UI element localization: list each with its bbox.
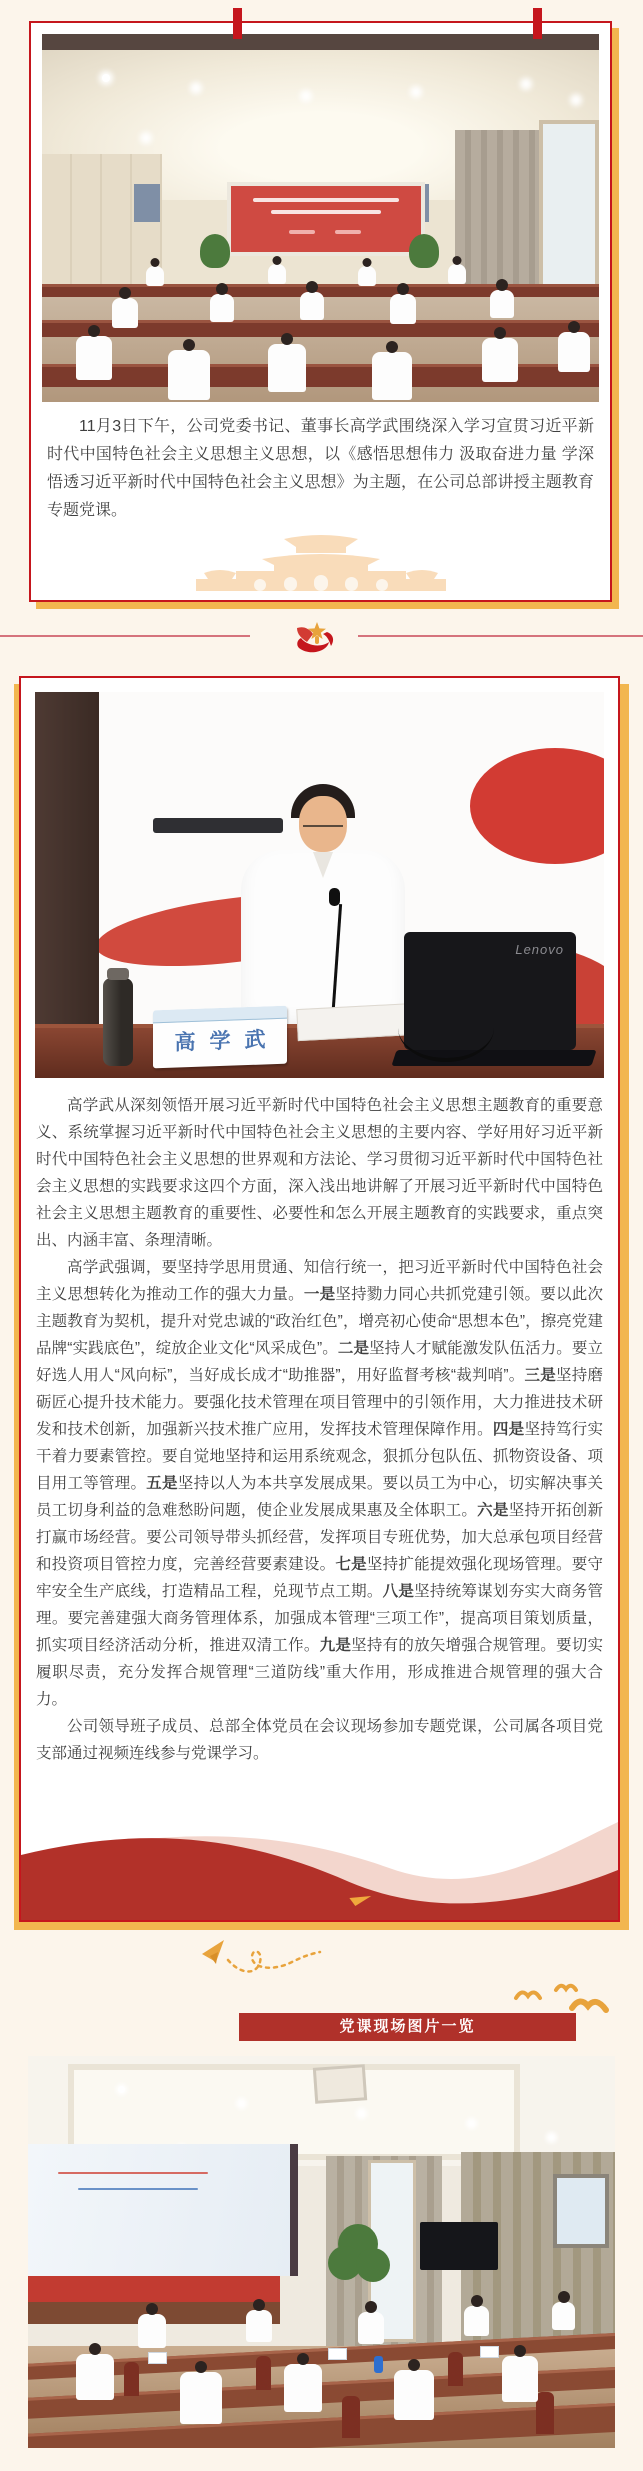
person-figure [210, 294, 234, 322]
person-figure [284, 2364, 322, 2412]
side-screen-left [134, 184, 160, 222]
screen-button-right [335, 230, 361, 234]
laptop-brand-label: Lenovo [515, 942, 564, 957]
intro-paragraph: 11月3日下午，公司党委书记、董事长高学武围绕深入学习宣贯习近平新时代中国特色社会主义思想主义思想，以《感悟思想伟力 汲取奋进力量 学深悟透习近平新时代中国特色社会主义思想》为主题，在公司总部讲授主题教育专题党课。 [47, 418, 594, 519]
chair [124, 2362, 139, 2396]
person-figure [558, 332, 590, 372]
chair [256, 2356, 271, 2390]
person-figure [448, 264, 466, 284]
person-figure [552, 2302, 575, 2330]
tiananmen-icon [196, 533, 446, 591]
ceiling-lights [102, 74, 110, 82]
person-figure [300, 292, 324, 320]
speaker-photo[interactable] [35, 692, 604, 1078]
person-figure [268, 344, 306, 392]
person-figure [76, 2354, 114, 2400]
ceiling-lights [118, 2086, 125, 2093]
name-plate [153, 1006, 287, 1069]
person-figure [246, 2310, 272, 2342]
divider-line-left [0, 635, 250, 637]
screen-title-line [253, 198, 399, 202]
person-figure [146, 266, 164, 286]
person-figure [76, 336, 112, 380]
speech-paragraph-1: 高学武从深刻领悟开展习近平新时代中国特色社会主义思想主题教育的重要意义、系统掌握习近平新时代中国特色社会主义思想的主要内容、学好用好习近平新时代中国特色社会主义思想的世界观和方法论、学习贯彻习近平新时代中国特色社会主义思想的实践要求这四个方面，深入浅出地讲解了开展习近平新时代中国特色社会主义思想主题教育的重要性、必要性和怎么开展主题教育的实践要求，重点突出、内涵丰富、条理清晰。 [36, 1097, 603, 1249]
gallery-banner [239, 2013, 576, 2041]
person-figure [358, 2312, 384, 2344]
plant-right [409, 234, 439, 268]
table-name-card [480, 2346, 499, 2358]
person-figure [268, 264, 286, 284]
chair [448, 2352, 463, 2386]
screen-button-left [289, 230, 315, 234]
thermos-bottle [103, 978, 133, 1066]
screen-red-line [58, 2172, 208, 2174]
person-figure [138, 2314, 166, 2348]
water-bottle [374, 2356, 383, 2373]
person-figure [168, 350, 210, 400]
speech-card [19, 676, 620, 1922]
person-figure [482, 338, 518, 382]
screen-toolbar [153, 818, 283, 833]
person-figure [180, 2372, 222, 2424]
person-figure [390, 294, 416, 324]
section-divider [0, 620, 643, 660]
projection-screen [227, 182, 425, 256]
left-wall-panel [35, 692, 99, 1078]
speech-text [36, 1092, 603, 1767]
screen-blue-line [78, 2188, 198, 2190]
conference-room-front-photo[interactable] [42, 34, 599, 402]
conference-room-side-photo[interactable] [28, 2056, 615, 2448]
name-plate-text: 高学武 [174, 1026, 280, 1055]
projection-screen [28, 2144, 298, 2276]
person-figure [464, 2306, 489, 2336]
person-figure [358, 266, 376, 286]
gallery-banner-label: 党课现场图片一览 [339, 2018, 476, 2035]
screen-subtitle-line [271, 210, 381, 214]
speech-paragraph-2: 高学武强调，要坚持学思用贯通、知信行统一，把习近平新时代中国特色社会主义思想转化为推动工作的强大力量。一是坚持勠力同心共抓党建引领。要以此次主题教育为契机，提升对党忠诚的“政治红色”，增亮初心使命“思想本色”，擦亮党建品牌“实践底色”，绽放企业文化“风采成色”。二是坚持人才赋能激发队伍活力。要立好选人用人“风向标”，当好成长成才“助推器”，用好监督考核“裁判哨”。三是坚持磨砺匠心提升技术能力。要强化技术管理在项目管理中的引领作用，大力推进技术研发和技术创新，加强新兴技术推广应用，发挥技术管理保障作用。四是坚持笃行实干着力要素管控。要自觉地坚持和运用系统观念，狠抓分包队伍、抓物资设备、项目用工等管理。五是坚持以人为本共享发展成果。要以员工为中心，切实解决事关员工切身利益的急难愁盼问题，使企业发展成果惠及全体职工。六是坚持开拓创新打赢市场经营。要公司领导带头抓经营，发挥项目专班优势，加大总承包项目经营和投资项目管控力度，完善经营要素建设。七是坚持扩能提效强化现场管理。要守牢安全生产底线，打造精品工程，兑现节点工期。八是坚持统筹谋划夯实大商务管理。要完善建强大商务管理体系，加强成本管理“三项工作”，提高项目策划质量，抓实项目经济活动分析，推进双清工作。九是坚持有的放矢增强合规管理。要切实履职尽责，充分发挥合规管理“三道防线”重大作用，形成推进合规管理的强大合力。 [36, 1259, 603, 1708]
top-red-tab-left [233, 8, 242, 39]
cable [398, 994, 494, 1062]
plant-leaves [356, 2248, 390, 2282]
person-figure [394, 2370, 434, 2420]
chair [536, 2392, 554, 2434]
speech-paragraph-3: 公司领导班子成员、总部全体党员在会议现场参加专题党课，公司属各项目党支部通过视频连线参与党课学习。 [36, 1718, 603, 1762]
stage-red-banner [28, 2276, 280, 2302]
wall-tv [420, 2222, 498, 2270]
gallery-section [0, 1930, 643, 2471]
table-name-card [148, 2352, 167, 2364]
table-name-card [328, 2348, 347, 2360]
speaker-glasses [303, 816, 343, 827]
person-figure [502, 2356, 538, 2402]
air-vent [313, 2064, 367, 2104]
plant-left [200, 234, 230, 268]
chair [342, 2396, 360, 2438]
potted-plant [328, 2224, 390, 2308]
right-window [539, 120, 599, 302]
red-wave-footer [21, 1810, 618, 1920]
right-curtains [455, 130, 547, 294]
microphone-head [329, 888, 340, 906]
intro-card [29, 21, 612, 602]
divider-line-right [358, 635, 643, 637]
top-red-tab-right [533, 8, 542, 39]
ribbon-star-icon [287, 620, 343, 656]
person-figure [372, 352, 412, 400]
person-figure [112, 298, 138, 328]
left-wall-panels [42, 154, 162, 294]
wall-picture [553, 2174, 609, 2248]
person-figure [490, 290, 514, 318]
photo-ceiling-band [42, 34, 599, 50]
wave-graphic [21, 1810, 618, 1920]
paper-plane-icon [200, 1938, 325, 1980]
